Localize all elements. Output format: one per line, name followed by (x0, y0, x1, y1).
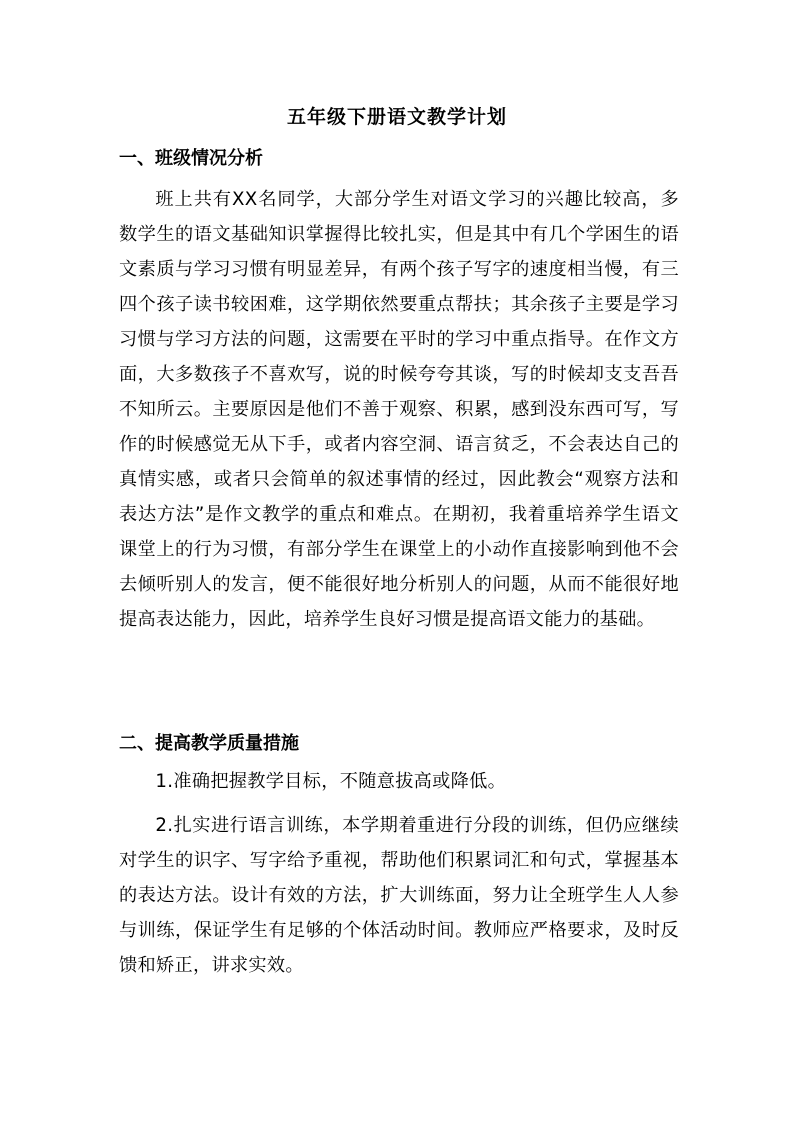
section-heading-quality-measures: 二、提高教学质量措施 (119, 733, 299, 754)
document-title: 五年级下册语文教学计划 (286, 106, 507, 128)
section-heading-class-analysis: 一、班级情况分析 (119, 148, 263, 169)
paragraph-class-analysis: 班上共有XX名同学，大部分学生对语文学习的兴趣比较高，多数学生的语文基础知识掌握得比较扎实，但是其中有几个学困生的语文素质与学习习惯有明显差异，有两个孩子写字的速度相当慢，有三四个孩子读书较困难，这学期依然要重点帮扶；其余孩子主要是学习习惯与学习方法的问题，这需要在平时的学习中重点指导。在作文方面，大多数孩子不喜欢写，说的时候夸夸其谈，写的时候却支支吾吾不知所云。主要原因是他们不善于观察、积累，感到没东西可写，写作的时候感觉无从下手，或者内容空洞、语言贫乏，不会表达自己的真情实感，或者只会简单的叙述事情的经过，因此教会“观察方法和表达方法”是作文教学的重点和难点。在期初，我着重培养学生语文课堂上的行为习惯，有部分学生在课堂上的小动作直接影响到他不会去倾听别人的发言，便不能很好地分析别人的问题，从而不能很好地提高表达能力，因此，培养学生良好习惯是提高语文能力的基础。 (119, 189, 679, 630)
measure-item-2: 2.扎实进行语言训练，本学期着重进行分段的训练，但仍应继续对学生的识字、写字给予重视，帮助他们积累词汇和句式，掌握基本的表达方法。设计有效的方法，扩大训练面，努力让全班学生人人参与训练，保证学生有足够的个体活动时间。教师应严格要求，及时反馈和矫正，讲求实效。 (119, 815, 679, 976)
measure-item-1: 1.准确把握教学目标，不随意拔高或降低。 (155, 771, 507, 792)
